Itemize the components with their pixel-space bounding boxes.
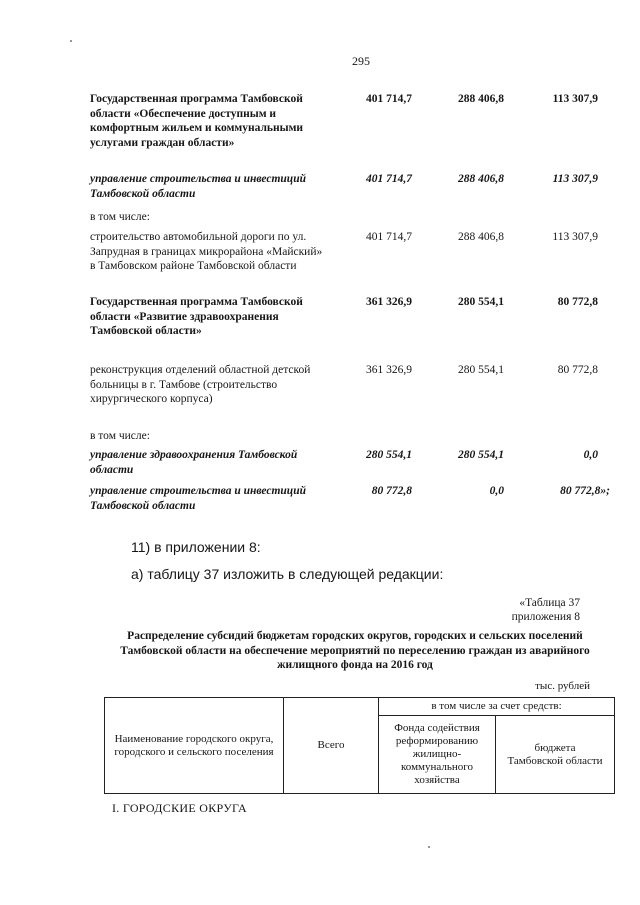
row-value-3: 80 772,8	[557, 364, 598, 376]
row-name: реконструкция отделений областной детской больницы в г. Тамбове (строительство хирургического корпуса)	[90, 364, 311, 405]
units-label: тыс. рублей	[535, 680, 590, 692]
row-value-2: 288 406,8	[458, 231, 504, 243]
row-value-2: 280 554,1	[458, 449, 504, 461]
amendment-item: 11) в приложении 8:	[131, 539, 261, 555]
row-value-2: 280 554,1	[458, 296, 504, 308]
row-total: 401 714,7	[366, 231, 412, 243]
table-caption	[480, 596, 580, 624]
page-number: 295	[352, 54, 370, 68]
row-name: в том числе:	[90, 211, 150, 223]
row-value-3: 113 307,9	[552, 173, 598, 185]
subsidy-table	[104, 697, 615, 794]
header-total: Всего	[284, 698, 379, 794]
amendment-subitem: а) таблицу 37 изложить в следующей редакции:	[131, 566, 444, 582]
row-value-2: 288 406,8	[458, 93, 504, 105]
row-value-2: 280 554,1	[458, 364, 504, 376]
header-fund: Фонда содействия реформированию жилищно-коммунального хозяйства	[379, 716, 496, 794]
header-including: в том числе за счет средств:	[379, 698, 615, 716]
header-name: Наименование городского округа, городского и сельского поселения	[105, 698, 284, 794]
row-name: в том числе:	[90, 430, 150, 442]
scan-speck	[428, 846, 430, 848]
row-total: 361 326,9	[366, 296, 412, 308]
row-value-3: 80 772,8	[557, 296, 598, 308]
row-value-3: 0,0	[583, 449, 598, 461]
row-name: управление здравоохранения Тамбовской области	[90, 449, 298, 476]
table-title: Распределение субсидий бюджетам городских округов, городских и сельских поселений Тамбовской области на обеспечение мероприятий по переселению граждан из аварийного жилищного фонда на 2016 год	[120, 630, 590, 671]
row-value-3: 80 772,8»;	[560, 485, 610, 497]
row-total: 361 326,9	[366, 364, 412, 376]
section-heading: I. ГОРОДСКИЕ ОКРУГА	[112, 801, 247, 815]
row-total: 80 772,8	[371, 485, 412, 497]
row-name: строительство автомобильной дороги по ул. Запрудная в границах микрорайона «Майский» в Тамбовском районе Тамбовской области	[90, 231, 323, 272]
row-total: 401 714,7	[366, 93, 412, 105]
row-total: 280 554,1	[366, 449, 412, 461]
row-value-3: 113 307,9	[552, 93, 598, 105]
table-caption-line1: «Таблица 37	[519, 597, 580, 609]
row-value-2: 0,0	[489, 485, 504, 497]
scan-speck	[70, 40, 72, 42]
table-caption-line2: приложения 8	[511, 611, 580, 623]
row-total: 401 714,7	[366, 173, 412, 185]
row-name: Государственная программа Тамбовской области «Развитие здравоохранения Тамбовской области»	[90, 296, 303, 337]
row-name: управление строительства и инвестиций Тамбовской области	[90, 485, 306, 512]
row-name: Государственная программа Тамбовской области «Обеспечение доступным и комфортным жильем и коммунальными услугами граждан области»	[90, 93, 304, 149]
row-value-3: 113 307,9	[552, 231, 598, 243]
header-regional: бюджета Тамбовской области	[496, 716, 615, 794]
row-value-2: 288 406,8	[458, 173, 504, 185]
row-name: управление строительства и инвестиций Тамбовской области	[90, 173, 306, 200]
